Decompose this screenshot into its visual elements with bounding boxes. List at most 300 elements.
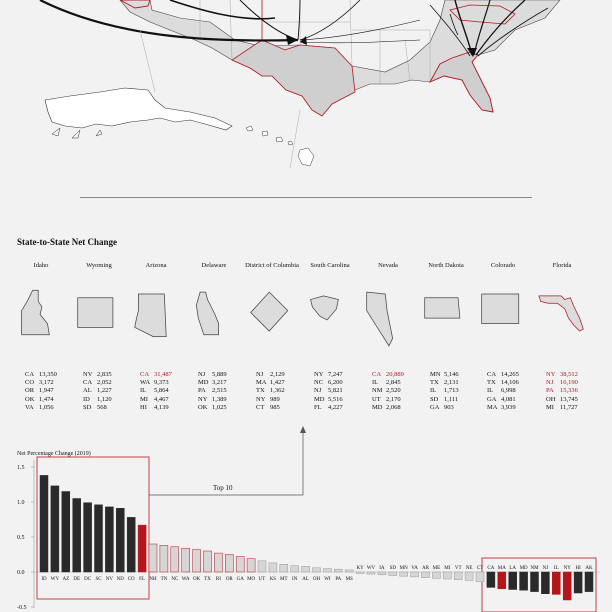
state-name: Delaware xyxy=(201,262,227,269)
state-column-arizona xyxy=(127,262,185,350)
flow-state-abbr: CA xyxy=(140,371,150,378)
flow-state-abbr: OK xyxy=(198,403,208,411)
flow-row xyxy=(140,396,172,404)
flow-row xyxy=(83,404,112,412)
flow-value: 6,200 xyxy=(328,379,343,387)
state-column-north-dakota xyxy=(417,262,475,350)
flow-state-abbr: SD xyxy=(430,395,439,403)
x-tick-label: TX xyxy=(204,577,211,582)
x-tick-label: MN xyxy=(399,566,408,571)
flow-value: 4,139 xyxy=(154,403,169,411)
flow-value: 5,821 xyxy=(328,387,343,395)
flow-list xyxy=(314,371,343,412)
flow-state-abbr: TX xyxy=(487,379,496,387)
y-tick-label: 1.0 xyxy=(17,500,25,506)
flow-row xyxy=(546,387,578,395)
flow-row xyxy=(198,404,227,412)
bar-ar xyxy=(422,572,430,578)
x-tick-label: RI xyxy=(215,577,221,582)
x-tick-label: NM xyxy=(530,566,539,571)
flow-row xyxy=(83,371,112,379)
bar-md xyxy=(520,572,528,590)
x-tick-label: NC xyxy=(171,577,179,582)
bar-ri xyxy=(214,553,222,572)
x-tick-label: CA xyxy=(487,566,495,571)
flow-state-abbr: NJ xyxy=(256,371,264,378)
flow-value: 4,081 xyxy=(501,395,516,403)
flow-value: 5,516 xyxy=(328,395,343,403)
flow-state-abbr: NM xyxy=(372,387,383,395)
flow-row xyxy=(430,404,459,412)
bar-or xyxy=(225,555,233,573)
flow-row xyxy=(198,379,227,387)
idaho-shape xyxy=(16,288,66,350)
state-name: Nevada xyxy=(378,262,398,269)
state-column-idaho xyxy=(12,262,70,350)
bar-co xyxy=(127,517,135,572)
flow-value: 1,111 xyxy=(444,395,459,403)
flow-state-abbr: IL xyxy=(430,387,437,395)
flow-state-abbr: OH xyxy=(546,395,556,403)
bar-ky xyxy=(356,572,364,573)
flow-list xyxy=(430,371,459,412)
bar-sd xyxy=(389,572,397,576)
flow-state-abbr: SD xyxy=(83,403,92,411)
bar-nd xyxy=(116,508,124,572)
flow-value: 14,106 xyxy=(501,379,519,387)
x-tick-label: MS xyxy=(345,577,353,582)
bar-fl xyxy=(138,525,146,572)
flow-value: 13,350 xyxy=(39,371,57,378)
x-tick-label: HI xyxy=(575,566,581,571)
flow-state-abbr: PA xyxy=(546,387,554,395)
flow-list xyxy=(546,371,578,412)
flow-state-abbr: NC xyxy=(314,379,324,387)
x-tick-label: MI xyxy=(444,566,451,571)
flow-row xyxy=(25,371,57,379)
x-tick-label: WY xyxy=(50,577,60,582)
alaska-outline xyxy=(45,88,232,130)
x-tick-label: KS xyxy=(269,577,277,582)
bar-nm xyxy=(531,572,539,592)
bar-ut xyxy=(258,561,266,572)
flow-list xyxy=(198,371,227,412)
flow-state-abbr: IL xyxy=(372,379,379,387)
flow-row xyxy=(372,404,404,412)
flow-value: 4,227 xyxy=(328,403,343,411)
flow-list xyxy=(140,371,172,412)
flow-value: 1,713 xyxy=(444,387,459,395)
flow-row xyxy=(256,371,285,379)
x-tick-label: WV xyxy=(366,566,376,571)
flow-row xyxy=(140,404,172,412)
x-tick-label: ND xyxy=(116,577,124,582)
x-tick-label: NH xyxy=(149,577,157,582)
x-tick-label: AL xyxy=(302,577,309,582)
flow-value: 2,131 xyxy=(444,379,459,387)
bar-ok xyxy=(193,550,201,572)
flow-value: 4,467 xyxy=(154,395,169,403)
chart-title: Net Percentage Change (2019) xyxy=(17,451,91,457)
top10-label: Top 10 xyxy=(213,484,233,492)
flow-value: 568 xyxy=(97,403,107,411)
flow-state-abbr: MI xyxy=(140,395,148,403)
bar-tx xyxy=(204,551,212,572)
us-migration-map xyxy=(0,0,612,200)
flow-value: 1,362 xyxy=(270,387,285,395)
flow-value: 13,745 xyxy=(560,395,578,403)
flow-state-abbr: CT xyxy=(256,403,265,411)
y-tick-label: 0.5 xyxy=(17,535,25,541)
flow-row xyxy=(546,404,578,412)
x-tick-label: OK xyxy=(192,577,201,582)
state-name: Colorado xyxy=(490,262,516,269)
flow-state-abbr: OK xyxy=(25,395,35,403)
bar-ne xyxy=(465,572,473,580)
x-tick-label: VA xyxy=(411,566,418,571)
x-tick-label: AR xyxy=(422,566,429,571)
flow-state-abbr: GA xyxy=(430,403,440,411)
bar-vt xyxy=(454,572,462,580)
bar-dc xyxy=(84,503,92,572)
flow-row xyxy=(314,396,343,404)
bar-la xyxy=(509,572,517,590)
flow-state-abbr: NY xyxy=(314,371,324,378)
flow-row xyxy=(430,387,459,395)
y-tick-label: -0.5 xyxy=(17,605,27,611)
flow-state-abbr: NJ xyxy=(546,379,554,387)
bar-ks xyxy=(269,563,277,572)
flow-value: 16,190 xyxy=(560,379,578,387)
bar-ak xyxy=(585,572,593,592)
bar-ct xyxy=(476,572,484,582)
flow-value: 38,512 xyxy=(560,371,578,378)
x-tick-label: WI xyxy=(324,577,331,582)
flow-row xyxy=(256,387,285,395)
flow-row xyxy=(314,387,343,395)
x-tick-label: GA xyxy=(236,577,244,582)
state-name: South Carolina xyxy=(310,262,350,269)
flow-state-abbr: TX xyxy=(256,387,265,395)
flow-row xyxy=(140,371,172,379)
flow-state-abbr: AL xyxy=(83,387,92,395)
state-column-delaware xyxy=(185,262,243,350)
flow-row xyxy=(430,379,459,387)
flow-state-abbr: CA xyxy=(487,371,497,378)
flow-state-abbr: MD xyxy=(198,379,209,387)
flow-row xyxy=(430,396,459,404)
x-tick-label: VT xyxy=(454,566,462,571)
flow-value: 3,939 xyxy=(501,403,516,411)
state-column-south-carolina xyxy=(301,262,359,350)
bar-ms xyxy=(345,570,353,572)
flow-value: 31,487 xyxy=(154,371,172,378)
flow-row xyxy=(198,396,227,404)
state-name: Wyoming xyxy=(86,262,112,269)
bar-az xyxy=(62,492,70,573)
bar-mn xyxy=(400,572,408,576)
x-tick-label: MO xyxy=(247,577,256,582)
state-column-dc xyxy=(243,262,301,350)
flow-state-abbr: OR xyxy=(25,387,35,395)
x-tick-label: MD xyxy=(519,566,528,571)
bar-wi xyxy=(323,569,331,573)
flow-state-abbr: HI xyxy=(140,403,147,411)
delaware-shape xyxy=(189,288,239,350)
bar-il xyxy=(552,572,560,594)
flow-value: 5,864 xyxy=(154,387,169,395)
bar-tn xyxy=(160,545,168,572)
flow-value: 11,727 xyxy=(560,403,578,411)
state-name: North Dakota xyxy=(428,262,464,269)
x-tick-label: NY xyxy=(563,566,571,571)
x-tick-label: FL xyxy=(139,577,146,582)
flow-value: 1,056 xyxy=(39,403,54,411)
flow-value: 20,889 xyxy=(386,371,404,378)
x-tick-label: DE xyxy=(73,577,81,582)
south-carolina-shape xyxy=(305,288,355,350)
hawaii-outline xyxy=(246,126,314,166)
flow-value: 3,172 xyxy=(39,379,54,387)
flow-value: 15,336 xyxy=(560,387,578,395)
bar-mi xyxy=(443,572,451,579)
bar-hi xyxy=(574,572,582,593)
dc-shape xyxy=(247,288,297,350)
flow-row xyxy=(140,379,172,387)
bar-nh xyxy=(149,544,157,572)
flow-value: 1,947 xyxy=(39,387,54,395)
flow-state-abbr: NJ xyxy=(314,387,322,395)
flow-state-abbr: MD xyxy=(314,395,325,403)
flow-state-abbr: UT xyxy=(372,395,381,403)
flow-row xyxy=(83,396,112,404)
bar-id xyxy=(40,475,48,572)
flow-row xyxy=(25,387,57,395)
x-tick-label: DC xyxy=(84,577,92,582)
flow-value: 1,427 xyxy=(270,379,285,387)
x-tick-label: NJ xyxy=(542,566,549,571)
flow-value: 3,217 xyxy=(212,379,227,387)
flow-state-abbr: MN xyxy=(430,371,441,378)
state-name: Idaho xyxy=(33,262,49,269)
flow-state-abbr: VA xyxy=(25,403,34,411)
bar-oh xyxy=(313,568,321,572)
flow-list xyxy=(83,371,112,412)
flow-row xyxy=(546,396,578,404)
flow-state-abbr: NJ xyxy=(198,371,206,378)
x-tick-label: IA xyxy=(379,566,385,571)
flow-value: 1,227 xyxy=(97,387,112,395)
bar-wv xyxy=(367,572,375,574)
flow-state-abbr: ID xyxy=(83,395,90,403)
flow-row xyxy=(198,371,227,379)
flow-row xyxy=(25,379,57,387)
x-tick-label: NV xyxy=(105,577,114,582)
bar-in xyxy=(291,566,299,572)
state-column-florida xyxy=(533,262,591,350)
flow-row xyxy=(546,379,578,387)
flow-state-abbr: IL xyxy=(487,387,494,395)
flow-row xyxy=(487,387,519,395)
y-tick-label: 0.0 xyxy=(17,570,25,576)
state-column-colorado xyxy=(474,262,532,350)
flow-row xyxy=(372,387,404,395)
flow-value: 985 xyxy=(270,403,280,411)
x-tick-label: AZ xyxy=(62,577,70,582)
flow-value: 5,889 xyxy=(212,371,227,378)
flow-state-abbr: WA xyxy=(140,379,151,387)
flow-row xyxy=(256,396,285,404)
bar-de xyxy=(73,499,81,573)
state-name: Arizona xyxy=(145,262,167,269)
flow-state-abbr: CA xyxy=(25,371,35,378)
flow-row xyxy=(140,387,172,395)
flow-row xyxy=(314,379,343,387)
flow-state-abbr: NY xyxy=(198,395,208,403)
arizona-shape xyxy=(131,288,181,350)
bar-nv xyxy=(105,507,113,572)
flow-row xyxy=(430,371,459,379)
flow-value: 1,025 xyxy=(212,403,227,411)
flow-row xyxy=(256,379,285,387)
colorado-shape xyxy=(478,288,528,350)
x-tick-label: IN xyxy=(292,577,298,582)
flow-value: 2,515 xyxy=(212,387,227,395)
flow-row xyxy=(487,404,519,412)
flow-value: 5,146 xyxy=(444,371,459,378)
x-tick-label: PA xyxy=(335,577,342,582)
flow-row xyxy=(198,387,227,395)
flow-value: 903 xyxy=(444,403,454,411)
flow-value: 2,129 xyxy=(270,371,285,378)
bar-va xyxy=(411,572,419,577)
flow-value: 2,052 xyxy=(97,379,112,387)
flow-value: 2,835 xyxy=(97,371,112,378)
x-tick-label: KY xyxy=(356,566,364,571)
flow-state-abbr: NY xyxy=(256,395,266,403)
x-tick-label: ME xyxy=(432,566,441,571)
flow-list xyxy=(256,371,285,412)
x-tick-label: SD xyxy=(389,566,397,571)
nevada-shape xyxy=(363,288,413,350)
flow-row xyxy=(487,379,519,387)
x-tick-label: NE xyxy=(465,566,473,571)
flow-state-abbr: MD xyxy=(372,403,383,411)
north-dakota-shape xyxy=(421,288,471,350)
flow-state-abbr: TX xyxy=(430,379,439,387)
state-column-wyoming xyxy=(70,262,128,350)
flow-row xyxy=(83,387,112,395)
y-tick-label: 1.5 xyxy=(17,465,25,471)
x-tick-label: OR xyxy=(225,577,233,582)
bar-ia xyxy=(378,572,386,575)
bar-ga xyxy=(236,557,244,572)
bar-sc xyxy=(95,505,103,572)
x-tick-label: AK xyxy=(585,566,593,571)
flow-list xyxy=(372,371,404,412)
flow-row xyxy=(25,396,57,404)
florida-shape xyxy=(537,288,587,350)
flow-value: 14,265 xyxy=(501,371,519,378)
flow-row xyxy=(372,371,404,379)
flow-value: 2,845 xyxy=(386,379,401,387)
flow-value: 2,068 xyxy=(386,403,401,411)
x-tick-label: CT xyxy=(476,566,484,571)
flow-row xyxy=(256,404,285,412)
state-column-nevada xyxy=(359,262,417,350)
x-tick-label: WA xyxy=(181,577,190,582)
flow-state-abbr: MA xyxy=(256,379,267,387)
flow-list xyxy=(25,371,57,412)
flow-value: 989 xyxy=(270,395,280,403)
texas-outline xyxy=(232,0,355,116)
flow-state-abbr: GA xyxy=(487,395,497,403)
bar-ny xyxy=(563,572,571,600)
flow-value: 6,998 xyxy=(501,387,516,395)
bar-mo xyxy=(247,559,255,572)
bar-me xyxy=(432,572,440,578)
x-tick-label: TN xyxy=(160,577,168,582)
flow-row xyxy=(83,379,112,387)
flow-list xyxy=(487,371,519,412)
bar-al xyxy=(302,566,310,572)
flow-row xyxy=(372,396,404,404)
x-tick-label: SC xyxy=(95,577,102,582)
flow-state-abbr: IL xyxy=(140,387,147,395)
bar-ca xyxy=(487,572,495,587)
flow-state-abbr: NV xyxy=(83,371,93,378)
flow-state-abbr: NY xyxy=(546,371,556,378)
wyoming-shape xyxy=(74,288,124,350)
section-title: State-to-State Net Change xyxy=(17,237,117,247)
flow-row xyxy=(314,371,343,379)
flow-state-abbr: CA xyxy=(372,371,382,378)
flow-value: 1,474 xyxy=(39,395,54,403)
flow-value: 2,520 xyxy=(386,387,401,395)
x-tick-label: OH xyxy=(312,577,321,582)
flow-row xyxy=(487,371,519,379)
flow-row xyxy=(314,404,343,412)
flow-state-abbr: CO xyxy=(25,379,35,387)
bar-nc xyxy=(171,547,179,572)
x-tick-label: CO xyxy=(127,577,135,582)
bar-wy xyxy=(51,486,59,572)
flow-state-abbr: MI xyxy=(546,403,554,411)
x-tick-label: UT xyxy=(258,577,266,582)
state-name: Florida xyxy=(552,262,572,269)
flow-value: 9,373 xyxy=(154,379,169,387)
flow-row xyxy=(546,371,578,379)
net-change-bar-chart xyxy=(0,440,612,612)
flow-row xyxy=(487,396,519,404)
flow-state-abbr: CA xyxy=(83,379,93,387)
flow-value: 2,170 xyxy=(386,395,401,403)
flow-value: 1,120 xyxy=(97,395,112,403)
flow-row xyxy=(372,379,404,387)
flow-value: 7,247 xyxy=(328,371,343,378)
flow-state-abbr: FL xyxy=(314,403,322,411)
bar-ma xyxy=(498,572,506,589)
flow-state-abbr: MA xyxy=(487,403,498,411)
x-tick-label: LA xyxy=(509,566,517,571)
x-tick-label: MA xyxy=(497,566,506,571)
bar-nj xyxy=(541,572,549,594)
x-tick-label: IL xyxy=(553,566,559,571)
section-divider xyxy=(80,197,532,198)
flow-state-abbr: PA xyxy=(198,387,206,395)
x-tick-label: ID xyxy=(41,577,47,582)
flow-row xyxy=(25,404,57,412)
